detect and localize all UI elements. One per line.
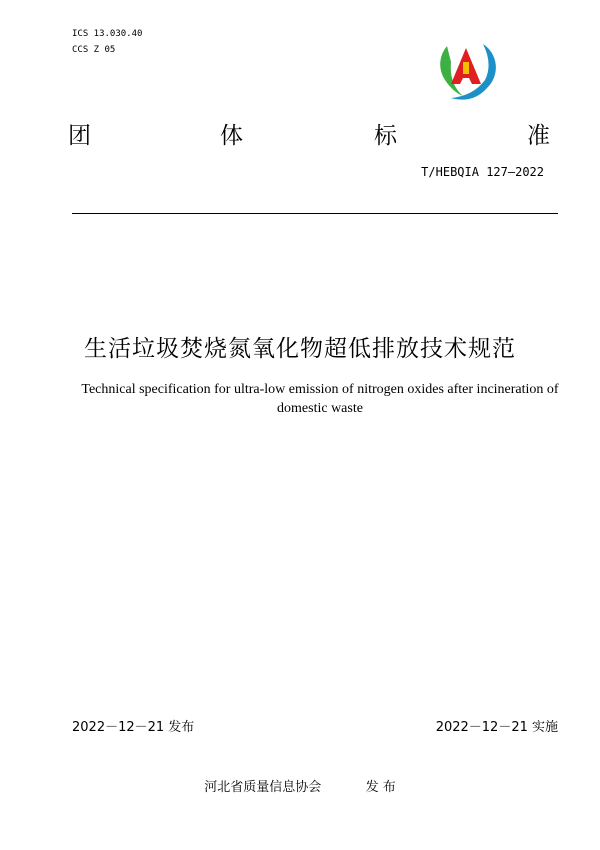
header-char-2: 体 [220, 123, 243, 149]
publish-label: 发 布 [365, 780, 396, 795]
divider [72, 213, 558, 214]
ics-code: ICS 13.030.40 [72, 29, 143, 39]
title-en: Technical specification for ultra-low emission of nitrogen oxides after incineration of domestic waste [81, 382, 559, 416]
ccs-code: CCS Z 05 [72, 45, 116, 55]
standard-number: T/HEBQIA 127—2022 [421, 165, 544, 179]
header-char-3: 标 [374, 123, 397, 149]
implement-date: 2022－12－21 实施 [435, 720, 558, 735]
publisher: 河北省质量信息协会 [204, 780, 322, 795]
header-char-4: 准 [527, 123, 550, 149]
issue-date: 2022－12－21 发布 [72, 720, 195, 735]
header-char-1: 团 [68, 123, 91, 149]
title-cn: 生活垃圾焚烧氮氧化物超低排放技术规范 [84, 336, 516, 362]
publisher-line [0, 776, 600, 795]
association-logo [433, 40, 499, 104]
